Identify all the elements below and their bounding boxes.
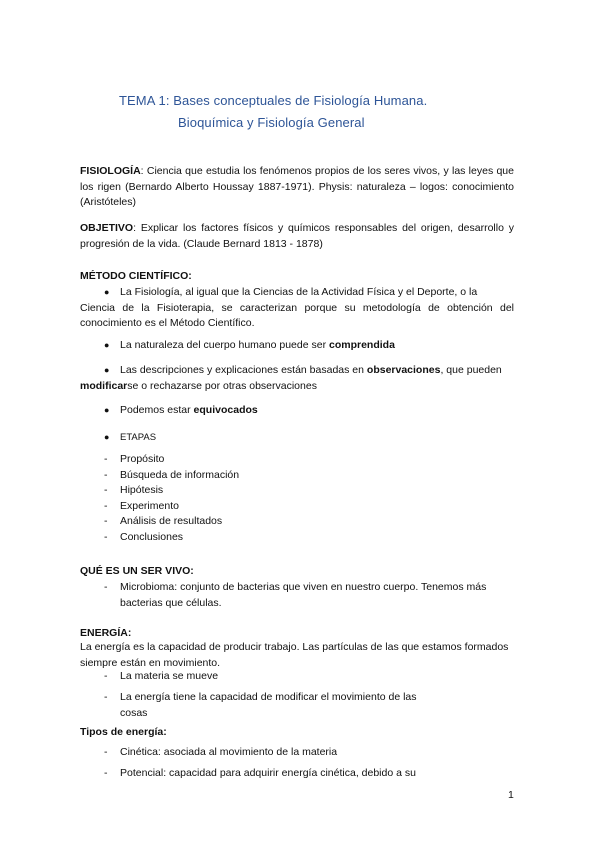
bullet-icon: ● — [104, 365, 110, 375]
list-item: - Análisis de resultados — [104, 515, 223, 528]
objetivo-term: OBJETIVO — [80, 222, 134, 234]
metodo-bullet-3 — [80, 363, 514, 394]
etapa-text: Análisis de resultados — [120, 515, 223, 528]
metodo-bullet-3-bold-2: modificar — [80, 379, 128, 392]
metodo-bullet-2 — [80, 338, 514, 354]
tipos-list-2 — [80, 766, 514, 782]
tipos-list — [80, 745, 514, 761]
page-number: 1 — [508, 789, 514, 801]
bullet-icon: ● — [104, 340, 110, 350]
energia-list — [80, 669, 514, 685]
fisiologia-paragraph — [80, 164, 514, 211]
etapa-text: Experimento — [120, 499, 179, 512]
metodo-bullet-3-post: se o rechazarse por otras observaciones — [127, 379, 317, 392]
list-item: - La energía tiene la capacidad de modificar el movimiento de las — [104, 691, 417, 703]
servivo-heading: QUÉ ES UN SER VIVO: — [80, 565, 194, 577]
energia-item-2-line-1: La energía tiene la capacidad de modificar el movimiento de las — [120, 691, 417, 703]
metodo-bullet-2-text: La naturaleza del cuerpo humano puede ser — [120, 339, 329, 351]
fisiologia-text: : Ciencia que estudia los fenómenos propios de los seres vivos, y las leyes que los rigen (Bernardo Alberto Houssay 1887-1971). Physis: naturaleza – logos: conocimiento (Aristóteles) — [80, 165, 514, 209]
bullet-icon: ● — [104, 432, 110, 442]
list-item: - Propósito — [104, 453, 165, 465]
energia-item-2-line-2: cosas — [120, 706, 148, 719]
metodo-etapas-label: ETAPAS — [120, 432, 157, 443]
fisiologia-term: FISIOLOGÍA — [80, 165, 141, 177]
tipo-1: Cinética: asociada al movimiento de la materia — [120, 746, 338, 758]
metodo-bullet-3-bold-1: observaciones — [366, 364, 441, 376]
metodo-bullet-1-rest: Ciencia de la Fisioterapia, se caracterizan porque su metodología de obtención del conocimiento es el Método Científico. — [80, 301, 514, 330]
metodo-bullet-1-line1: La Fisiología, al igual que la Ciencias de la Actividad Física y el Deporte, o la — [120, 286, 478, 298]
etapa-text: Propósito — [120, 453, 165, 465]
energia-heading: ENERGÍA: — [80, 627, 132, 639]
list-item: - Cinética: asociada al movimiento de la materia — [104, 746, 338, 758]
objetivo-paragraph — [80, 221, 514, 252]
document-title-line-1: TEMA 1: Bases conceptuales de Fisiología Humana. — [119, 93, 428, 108]
metodo-bullet-1 — [80, 285, 514, 332]
tipo-2: Potencial: capacidad para adquirir energía cinética, debido a su — [120, 767, 416, 779]
bullet-icon: ● — [104, 405, 110, 415]
list-item: - Experimento — [104, 499, 179, 512]
list-item: - Conclusiones — [104, 530, 184, 543]
metodo-bullet-4-bold: equivocados — [193, 404, 258, 416]
etapa-text: Conclusiones — [120, 530, 184, 543]
servivo-item-text: Microbioma: conjunto de bacterias que viven en nuestro cuerpo. Tenemos más bacterias que células. — [120, 581, 487, 609]
tipos-heading: Tipos de energía: — [80, 726, 167, 738]
list-item: - La materia se mueve — [104, 670, 219, 682]
document-title-line-2: Bioquímica y Fisiología General — [178, 115, 365, 130]
etapas-list — [80, 452, 514, 546]
energia-list-2 — [80, 690, 514, 721]
bullet-icon: ● — [104, 287, 110, 297]
metodo-bullet-4 — [80, 403, 514, 419]
energia-item-1: La materia se mueve — [120, 670, 219, 682]
servivo-list — [80, 580, 514, 611]
metodo-heading: MÉTODO CIENTÍFICO: — [80, 270, 192, 282]
metodo-bullet-5 — [80, 430, 514, 446]
list-item: - Búsqueda de información — [104, 468, 240, 481]
list-item: - Microbioma: conjunto de bacterias que viven en nuestro cuerpo. Tenemos más bacterias que células. — [104, 581, 487, 609]
etapa-text: Hipótesis — [120, 484, 164, 497]
energia-text: La energía es la capacidad de producir trabajo. Las partículas de las que estamos formados siempre están en movimiento. — [80, 641, 509, 669]
list-item: - Potencial: capacidad para adquirir energía cinética, debido a su — [104, 767, 416, 779]
metodo-bullet-3-mid: , que pueden — [440, 364, 502, 376]
metodo-bullet-3-text: Las descripciones y explicaciones están basadas en — [120, 364, 367, 376]
metodo-bullet-2-bold: comprendida — [328, 339, 395, 351]
metodo-bullet-4-text: Podemos estar — [120, 404, 194, 416]
objetivo-text: : Explicar los factores físicos y químicos responsables del origen, desarrollo y progresión de la vida. (Claude Bernard 1813 - 1878) — [80, 222, 514, 250]
etapa-text: Búsqueda de información — [120, 468, 240, 481]
list-item: - Hipótesis — [104, 484, 164, 497]
